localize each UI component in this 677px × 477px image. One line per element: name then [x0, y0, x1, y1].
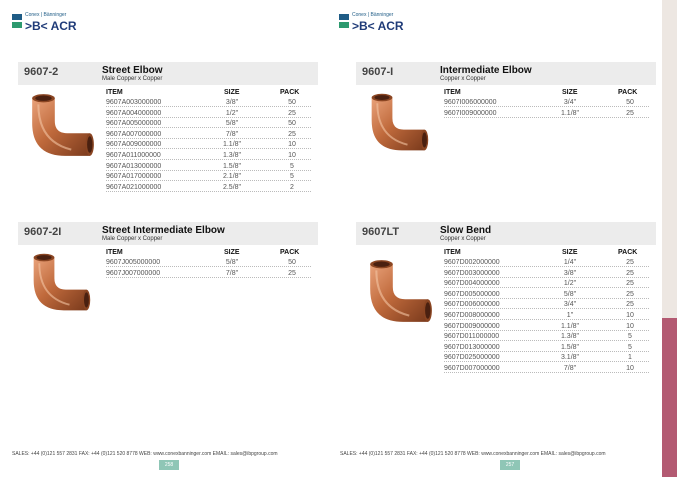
- brand-small: Conex | Bänninger: [25, 12, 67, 18]
- col-item-header: ITEM: [444, 89, 461, 96]
- item-code: 9607D004000000: [444, 280, 500, 288]
- table-row: [106, 141, 311, 152]
- item-size: 1/4": [550, 259, 590, 266]
- item-pack: 5: [620, 344, 640, 351]
- item-pack: 25: [282, 131, 302, 138]
- copper-elbow-photo: [28, 250, 94, 316]
- item-pack: 1: [620, 354, 640, 361]
- copper-elbow-photo: [26, 90, 98, 162]
- section-header: [18, 222, 318, 245]
- item-size: 3/4": [550, 99, 590, 106]
- item-size: 5/8": [212, 259, 252, 266]
- item-size: 7/8": [212, 270, 252, 277]
- logo-square-icon: [339, 14, 349, 20]
- item-code: 9607D025000000: [444, 354, 500, 362]
- table-row: [106, 152, 311, 163]
- dotted-leader: [106, 159, 311, 160]
- table-row: [106, 173, 311, 184]
- page-number: 257: [500, 460, 520, 470]
- item-pack: 25: [282, 270, 302, 277]
- item-size: 1": [550, 312, 590, 319]
- item-code: 9607D007000000: [444, 364, 500, 372]
- item-pack: 5: [282, 173, 302, 180]
- item-pack: 25: [620, 280, 640, 287]
- dotted-leader: [444, 330, 649, 331]
- item-pack: 5: [282, 163, 302, 170]
- col-pack-header: PACK: [280, 249, 300, 256]
- item-pack: 25: [282, 110, 302, 117]
- product-code: 9607-I: [362, 66, 394, 78]
- item-size: 2.5/8": [212, 184, 252, 191]
- table-row: [444, 354, 649, 365]
- item-size: 5/8": [212, 120, 252, 127]
- dotted-leader: [444, 287, 649, 288]
- product-rows: [106, 99, 311, 194]
- dotted-leader: [106, 180, 311, 181]
- item-size: 1.5/8": [550, 344, 590, 351]
- table-row: [444, 280, 649, 291]
- brand-big: >B< ACR: [352, 19, 404, 33]
- dotted-leader: [444, 308, 649, 309]
- copper-slow-bend-photo: [364, 252, 436, 332]
- product-title: Intermediate Elbow: [440, 65, 532, 76]
- dotted-leader: [444, 106, 649, 107]
- product-code: 9607LT: [362, 226, 400, 238]
- item-size: 1/2": [212, 110, 252, 117]
- item-pack: 5: [620, 333, 640, 340]
- item-code: 9607A017000000: [106, 173, 162, 181]
- item-code: 9607A009000000: [106, 141, 162, 149]
- right-page: [336, 0, 662, 477]
- item-size: 1.1/8": [550, 110, 590, 117]
- item-pack: 10: [282, 152, 302, 159]
- dotted-leader: [106, 266, 311, 267]
- dotted-leader: [106, 117, 311, 118]
- table-row: [444, 301, 649, 312]
- table-row: [106, 184, 311, 195]
- section-tab: [662, 318, 677, 477]
- item-code: 9607J007000000: [106, 269, 161, 277]
- table-row: [106, 259, 311, 270]
- item-code: 9607D008000000: [444, 311, 500, 319]
- item-pack: 10: [620, 323, 640, 330]
- item-pack: 50: [620, 99, 640, 106]
- section-9607-i: [356, 62, 656, 142]
- table-row: [444, 344, 649, 355]
- footer-contact: SALES: +44 (0)121 557 2831 FAX: +44 (0)121 520 8778 WEB: www.conexbanninger.com EMAIL: sales@ibpgroup.com: [12, 451, 278, 457]
- item-code: 9607A007000000: [106, 130, 162, 138]
- logo-square-icon: [12, 22, 22, 28]
- item-code: 9607A021000000: [106, 183, 162, 191]
- item-size: 1/2": [550, 280, 590, 287]
- item-code: 9607I006000000: [444, 99, 497, 106]
- logo-square-icon: [12, 14, 22, 20]
- product-rows: [444, 259, 649, 376]
- item-code: 9607D006000000: [444, 301, 500, 309]
- item-code: 9607A013000000: [106, 162, 162, 170]
- product-subtitle: Copper x Copper: [440, 76, 486, 82]
- dotted-leader: [106, 106, 311, 107]
- item-size: 7/8": [212, 131, 252, 138]
- page-number: 258: [159, 460, 179, 470]
- section-9607-2i: [18, 222, 318, 302]
- col-pack-header: PACK: [618, 249, 638, 256]
- table-row: [444, 323, 649, 334]
- item-size: 1.3/8": [550, 333, 590, 340]
- table-row: [444, 291, 649, 302]
- table-row: [444, 270, 649, 281]
- table-row: [106, 120, 311, 131]
- dotted-leader: [444, 117, 649, 118]
- product-rows: [444, 99, 649, 120]
- dotted-leader: [106, 191, 311, 192]
- item-pack: 50: [282, 120, 302, 127]
- dotted-leader: [444, 340, 649, 341]
- table-row: [106, 99, 311, 110]
- item-size: 1.3/8": [212, 152, 252, 159]
- item-size: 3/4": [550, 301, 590, 308]
- item-pack: 50: [282, 259, 302, 266]
- product-subtitle: Male Copper x Copper: [102, 76, 163, 82]
- col-size-header: SIZE: [224, 249, 240, 256]
- col-pack-header: PACK: [618, 89, 638, 96]
- item-size: 5/8": [550, 291, 590, 298]
- dotted-leader: [444, 298, 649, 299]
- item-code: 9607D003000000: [444, 269, 500, 277]
- section-9607lt: [356, 222, 656, 397]
- product-title: Street Intermediate Elbow: [102, 225, 225, 236]
- item-code: 9607I009000000: [444, 109, 497, 117]
- section-header: [18, 62, 318, 85]
- item-code: 9607A005000000: [106, 120, 162, 128]
- sidebar-strip: [662, 0, 677, 477]
- item-size: 1.1/8": [212, 141, 252, 148]
- item-size: 7/8": [550, 365, 590, 372]
- left-page: [0, 0, 335, 477]
- item-code: 9607A004000000: [106, 109, 162, 117]
- dotted-leader: [106, 277, 311, 278]
- item-code: 9607D009000000: [444, 322, 500, 330]
- col-size-header: SIZE: [562, 89, 578, 96]
- item-size: 3/8": [212, 99, 252, 106]
- product-title: Street Elbow: [102, 65, 163, 76]
- item-size: 1.1/8": [550, 323, 590, 330]
- table-row: [444, 365, 649, 376]
- item-code: 9607D011000000: [444, 333, 500, 341]
- item-code: 9607A011000000: [106, 151, 161, 159]
- table-row: [106, 270, 311, 281]
- item-pack: 25: [620, 110, 640, 117]
- dotted-leader: [444, 351, 649, 352]
- item-pack: 10: [620, 312, 640, 319]
- dotted-leader: [106, 170, 311, 171]
- item-code: 9607J005000000: [106, 259, 161, 266]
- copper-elbow-photo: [366, 90, 432, 156]
- col-item-header: ITEM: [444, 249, 461, 256]
- dotted-leader: [444, 266, 649, 267]
- item-pack: 25: [620, 291, 640, 298]
- item-code: 9607D013000000: [444, 343, 500, 351]
- item-size: 3.1/8": [550, 354, 590, 361]
- table-row: [106, 163, 311, 174]
- product-subtitle: Male Copper x Copper: [102, 236, 163, 242]
- col-size-header: SIZE: [224, 89, 240, 96]
- table-row: [106, 131, 311, 142]
- section-header: [356, 222, 656, 245]
- col-pack-header: PACK: [280, 89, 300, 96]
- table-row: [444, 99, 649, 110]
- dotted-leader: [106, 148, 311, 149]
- col-size-header: SIZE: [562, 249, 578, 256]
- logo-square-icon: [339, 22, 349, 28]
- product-rows: [106, 259, 311, 280]
- table-row: [444, 259, 649, 270]
- item-pack: 25: [620, 270, 640, 277]
- item-code: 9607D002000000: [444, 259, 500, 266]
- item-pack: 25: [620, 259, 640, 266]
- section-9607-2: [18, 62, 318, 212]
- section-header: [356, 62, 656, 85]
- col-item-header: ITEM: [106, 249, 123, 256]
- dotted-leader: [444, 372, 649, 373]
- table-row: [444, 312, 649, 323]
- item-pack: 10: [282, 141, 302, 148]
- item-pack: 50: [282, 99, 302, 106]
- item-code: 9607D005000000: [444, 290, 500, 298]
- item-size: 3/8": [550, 270, 590, 277]
- col-item-header: ITEM: [106, 89, 123, 96]
- brand-big: >B< ACR: [25, 19, 77, 33]
- table-row: [444, 110, 649, 121]
- product-code: 9607-2: [24, 66, 59, 78]
- dotted-leader: [444, 319, 649, 320]
- dotted-leader: [444, 361, 649, 362]
- item-code: 9607A003000000: [106, 99, 162, 106]
- item-pack: 25: [620, 301, 640, 308]
- item-pack: 2: [282, 184, 302, 191]
- product-title: Slow Bend: [440, 225, 492, 236]
- table-row: [106, 110, 311, 121]
- brand-small: Conex | Bänninger: [352, 12, 394, 18]
- item-size: 2.1/8": [212, 173, 252, 180]
- footer-contact: SALES: +44 (0)121 557 2831 FAX: +44 (0)121 520 8778 WEB: www.conexbanninger.com EMAIL: sales@ibpgroup.com: [340, 451, 606, 457]
- table-row: [444, 333, 649, 344]
- dotted-leader: [444, 277, 649, 278]
- dotted-leader: [106, 127, 311, 128]
- item-size: 1.5/8": [212, 163, 252, 170]
- product-code: 9607-2I: [24, 226, 62, 238]
- item-pack: 10: [620, 365, 640, 372]
- dotted-leader: [106, 138, 311, 139]
- product-subtitle: Copper x Copper: [440, 236, 486, 242]
